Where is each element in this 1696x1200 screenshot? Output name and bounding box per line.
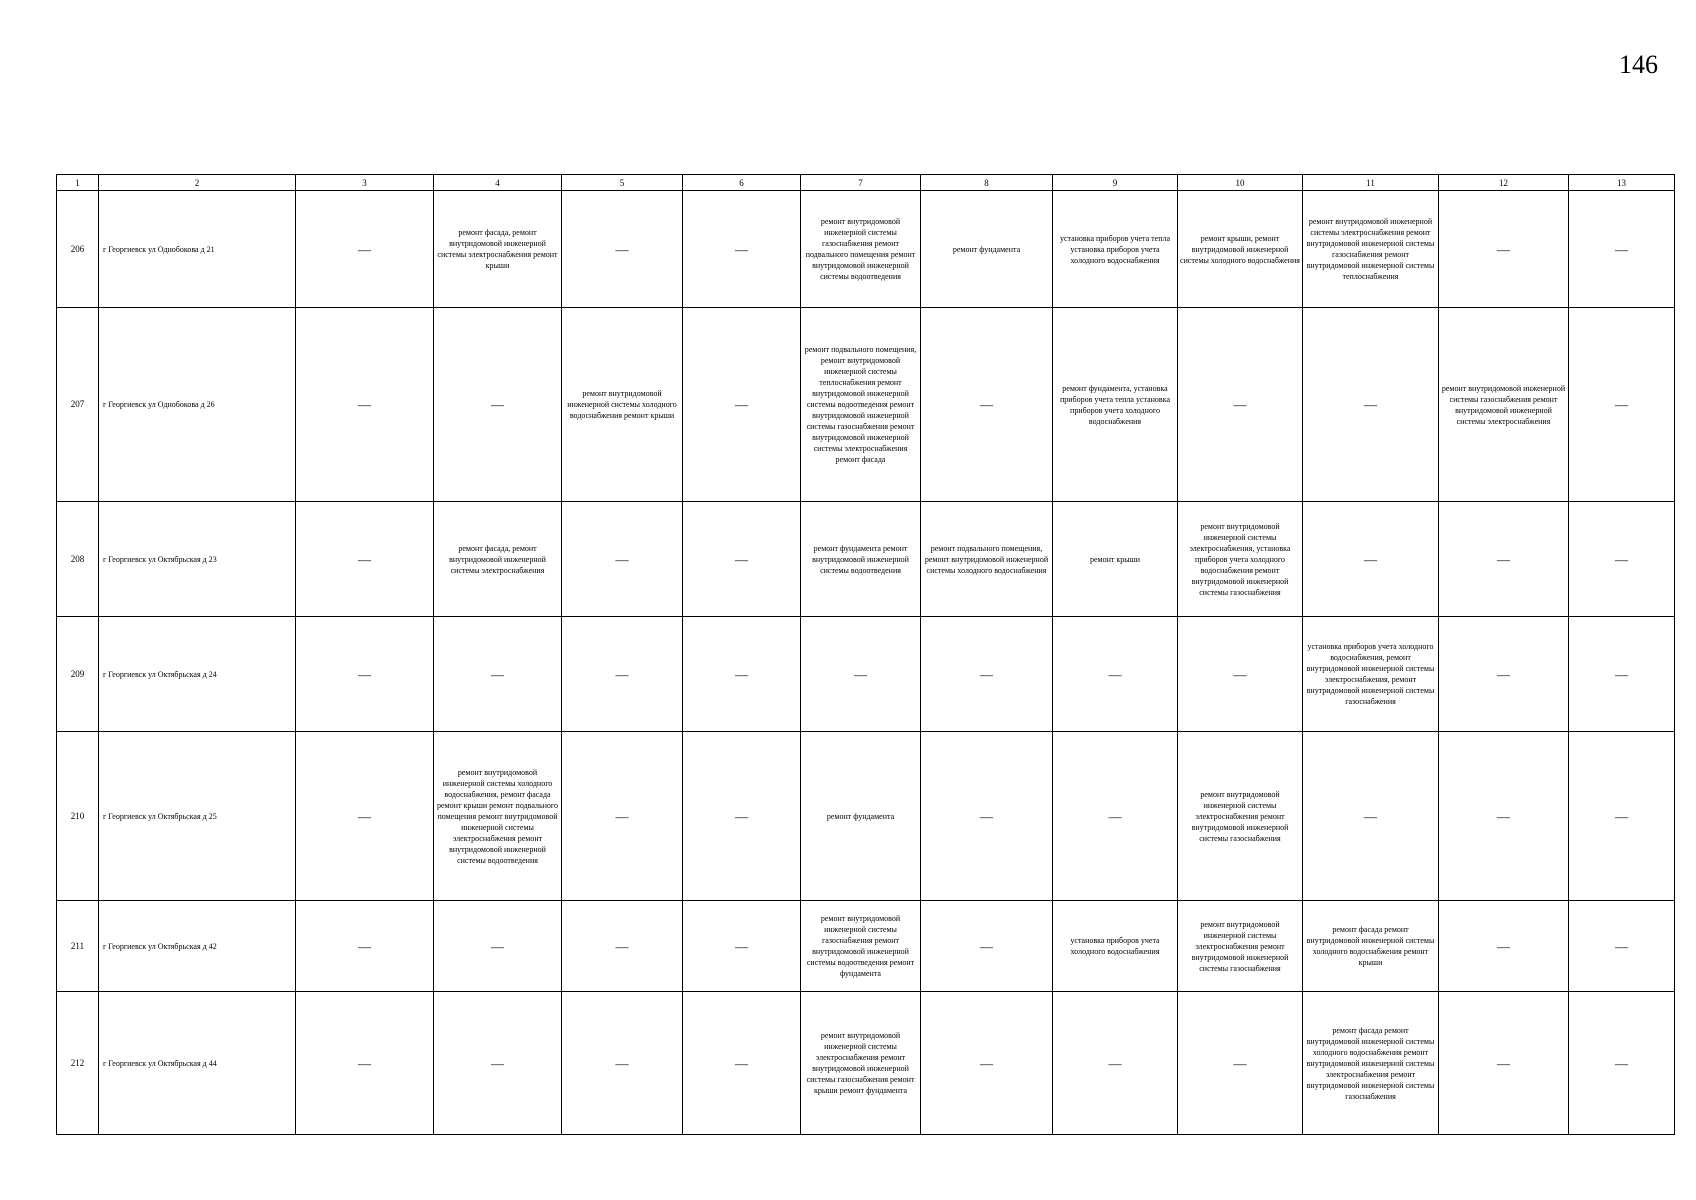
cell-col5: — <box>562 992 683 1135</box>
cell-col6: — <box>683 901 801 992</box>
cell-col7: ремонт фундамента <box>801 732 921 901</box>
column-number: 8 <box>921 175 1053 191</box>
cell-col8: ремонт фундамента <box>921 191 1053 308</box>
cell-col6: — <box>683 617 801 732</box>
column-number: 5 <box>562 175 683 191</box>
cell-col8: — <box>921 617 1053 732</box>
cell-col13: — <box>1569 617 1675 732</box>
cell-col12: — <box>1439 617 1569 732</box>
address-cell: г Георгиевск ул Однобокова д 26 <box>99 308 296 502</box>
address-cell: г Георгиевск ул Октябрьская д 25 <box>99 732 296 901</box>
cell-col10: — <box>1178 617 1303 732</box>
table-row <box>57 502 1675 617</box>
row-number: 211 <box>57 901 99 992</box>
cell-col4: — <box>434 308 562 502</box>
cell-col8: — <box>921 901 1053 992</box>
cell-col11: ремонт фасада ремонт внутридомовой инженерной системы холодного водоснабжения ремонт крыши <box>1303 901 1439 992</box>
row-number: 207 <box>57 308 99 502</box>
address-cell: г Георгиевск ул Октябрьская д 42 <box>99 901 296 992</box>
cell-col11: — <box>1303 732 1439 901</box>
cell-col11: ремонт фасада ремонт внутридомовой инженерной системы холодного водоснабжения ремонт внутридомовой инженерной системы электроснабжения ремонт внутридомовой инженерной системы газоснабжения <box>1303 992 1439 1135</box>
cell-col11: — <box>1303 308 1439 502</box>
column-number: 13 <box>1569 175 1675 191</box>
cell-col9: установка приборов учета тепла установка приборов учета холодного водоснабжения <box>1053 191 1178 308</box>
column-number: 3 <box>296 175 434 191</box>
cell-col7: ремонт фундамента ремонт внутридомовой инженерной системы водоотведения <box>801 502 921 617</box>
cell-col9: установка приборов учета холодного водоснабжения <box>1053 901 1178 992</box>
cell-col8: ремонт подвального помещения, ремонт внутридомовой инженерной системы холодного водоснабжения <box>921 502 1053 617</box>
row-number: 210 <box>57 732 99 901</box>
cell-col12: — <box>1439 901 1569 992</box>
cell-col8: — <box>921 308 1053 502</box>
column-number: 4 <box>434 175 562 191</box>
cell-col9: ремонт фундамента, установка приборов учета тепла установка приборов учета холодного водоснабжения <box>1053 308 1178 502</box>
cell-col10: — <box>1178 308 1303 502</box>
column-number: 9 <box>1053 175 1178 191</box>
cell-col4: — <box>434 992 562 1135</box>
column-number: 6 <box>683 175 801 191</box>
table-row <box>57 308 1675 502</box>
row-number: 212 <box>57 992 99 1135</box>
cell-col4: ремонт фасада, ремонт внутридомовой инженерной системы электроснабжения ремонт крыши <box>434 191 562 308</box>
cell-col9: — <box>1053 732 1178 901</box>
cell-col5: — <box>562 502 683 617</box>
column-number-row <box>57 175 1675 191</box>
cell-col7: — <box>801 617 921 732</box>
cell-col6: — <box>683 308 801 502</box>
column-number: 10 <box>1178 175 1303 191</box>
cell-col6: — <box>683 732 801 901</box>
cell-col3: — <box>296 308 434 502</box>
cell-col9: ремонт крыши <box>1053 502 1178 617</box>
cell-col6: — <box>683 191 801 308</box>
cell-col10: — <box>1178 992 1303 1135</box>
cell-col12: — <box>1439 191 1569 308</box>
cell-col10: ремонт внутридомовой инженерной системы электроснабжения ремонт внутридомовой инженерной системы газоснабжения <box>1178 732 1303 901</box>
cell-col6: — <box>683 992 801 1135</box>
cell-col6: — <box>683 502 801 617</box>
table-row <box>57 901 1675 992</box>
cell-col7: ремонт внутридомовой инженерной системы электроснабжения ремонт внутридомовой инженерной системы газоснабжения ремонт крыши ремонт фундамента <box>801 992 921 1135</box>
row-number: 206 <box>57 191 99 308</box>
table-row <box>57 732 1675 901</box>
cell-col5: — <box>562 732 683 901</box>
table-row <box>57 617 1675 732</box>
cell-col5: — <box>562 617 683 732</box>
cell-col9: — <box>1053 992 1178 1135</box>
cell-col12: ремонт внутридомовой инженерной системы газоснабжения ремонт внутридомовой инженерной системы электроснабжения <box>1439 308 1569 502</box>
cell-col4: ремонт внутридомовой инженерной системы холодного водоснабжения, ремонт фасада ремонт крыши ремонт подвального помещения ремонт внутридомовой инженерной системы электроснабжения ремонт внутридомовой инженерной системы водоотведения <box>434 732 562 901</box>
cell-col13: — <box>1569 502 1675 617</box>
cell-col5: — <box>562 901 683 992</box>
address-cell: г Георгиевск ул Октябрьская д 24 <box>99 617 296 732</box>
cell-col11: — <box>1303 502 1439 617</box>
cell-col11: установка приборов учета холодного водоснабжения, ремонт внутридомовой инженерной системы электроснабжения, ремонт внутридомовой инженерной системы газоснабжения <box>1303 617 1439 732</box>
column-number: 1 <box>57 175 99 191</box>
cell-col4: ремонт фасада, ремонт внутридомовой инженерной системы электроснабжения <box>434 502 562 617</box>
cell-col12: — <box>1439 502 1569 617</box>
cell-col7: ремонт подвального помещения, ремонт внутридомовой инженерной системы теплоснабжения ремонт внутридомовой инженерной системы водоотведения ремонт внутридомовой инженерной системы газоснабжения ремонт внутридомовой инженерной системы электроснабжения ремонт фасада <box>801 308 921 502</box>
row-number: 209 <box>57 617 99 732</box>
cell-col3: — <box>296 732 434 901</box>
cell-col13: — <box>1569 732 1675 901</box>
cell-col7: ремонт внутридомовой инженерной системы газоснабжения ремонт внутридомовой инженерной системы водоотведения ремонт фундамента <box>801 901 921 992</box>
address-cell: г Георгиевск ул Октябрьская д 23 <box>99 502 296 617</box>
cell-col5: — <box>562 191 683 308</box>
address-cell: г Георгиевск ул Однобокова д 21 <box>99 191 296 308</box>
cell-col9: — <box>1053 617 1178 732</box>
cell-col8: — <box>921 992 1053 1135</box>
page-number: 146 <box>1619 50 1658 79</box>
cell-col7: ремонт внутридомовой инженерной системы газоснабжения ремонт подвального помещения ремонт внутридомовой инженерной системы водоотведения <box>801 191 921 308</box>
cell-col3: — <box>296 992 434 1135</box>
cell-col12: — <box>1439 732 1569 901</box>
table-row <box>57 191 1675 308</box>
column-number: 2 <box>99 175 296 191</box>
cell-col10: ремонт крыши, ремонт внутридомовой инженерной системы холодного водоснабжения <box>1178 191 1303 308</box>
cell-col10: ремонт внутридомовой инженерной системы электроснабжения, установка приборов учета холодного водоснабжения ремонт внутридомовой инженерной системы газоснабжения <box>1178 502 1303 617</box>
cell-col13: — <box>1569 901 1675 992</box>
cell-col11: ремонт внутридомовой инженерной системы электроснабжения ремонт внутридомовой инженерной системы газоснабжения ремонт внутридомовой инженерной системы теплоснабжения <box>1303 191 1439 308</box>
cell-col3: — <box>296 901 434 992</box>
cell-col3: — <box>296 191 434 308</box>
column-number: 12 <box>1439 175 1569 191</box>
cell-col13: — <box>1569 308 1675 502</box>
row-number: 208 <box>57 502 99 617</box>
repair-schedule-table <box>56 174 1675 1135</box>
cell-col3: — <box>296 502 434 617</box>
cell-col4: — <box>434 901 562 992</box>
cell-col10: ремонт внутридомовой инженерной системы электроснабжения ремонт внутридомовой инженерной системы газоснабжения <box>1178 901 1303 992</box>
cell-col4: — <box>434 617 562 732</box>
table-row <box>57 992 1675 1135</box>
cell-col3: — <box>296 617 434 732</box>
cell-col13: — <box>1569 191 1675 308</box>
cell-col8: — <box>921 732 1053 901</box>
cell-col5: ремонт внутридомовой инженерной системы холодного водоснабжения ремонт крыши <box>562 308 683 502</box>
column-number: 7 <box>801 175 921 191</box>
cell-col13: — <box>1569 992 1675 1135</box>
cell-col12: — <box>1439 992 1569 1135</box>
column-number: 11 <box>1303 175 1439 191</box>
address-cell: г Георгиевск ул Октябрьская д 44 <box>99 992 296 1135</box>
